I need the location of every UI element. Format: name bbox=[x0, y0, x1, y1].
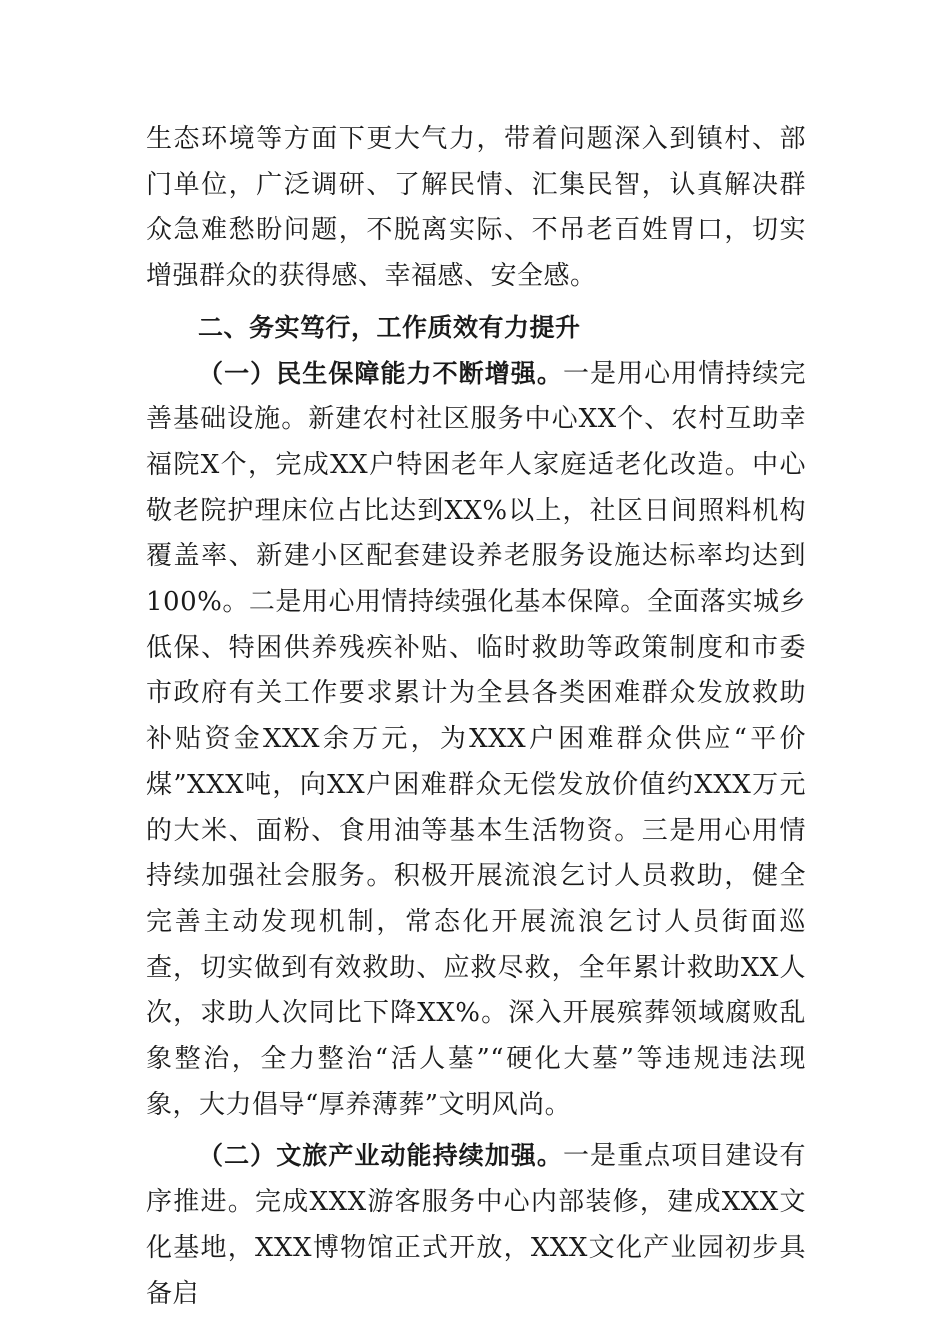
document-page bbox=[146, 117, 806, 1317]
paragraph-livelihood-body: 一是用心用情持续完善基础设施。新建农村社区服务中心XX个、农村互助幸福院X个，完成XX户特困老年人家庭适老化改造。中心敬老院护理床位占比达到XX%以上，社区日间照料机构覆盖率、新建小区配套建设养老服务设施达标率均达到100%。二是用心用情持续强化基本保障。全面落实城乡低保、特困供养残疾补贴、临时救助等政策制度和市委市政府有关工作要求累计为全县各类困难群众发放救助补贴资金XXX余万元，为XXX户困难群众供应“平价煤”XXX吨，向XX户困难群众无偿发放价值约XXX万元的大米、面粉、食用油等基本生活物资。三是用心用情持续加强社会服务。积极开展流浪乞讨人员救助，健全完善主动发现机制，常态化开展流浪乞讨人员街面巡查，切实做到有效救助、应救尽救，全年累计救助XX人次，求助人次同比下降XX%。深入开展殡葬领域腐败乱象整治，全力整治“活人墓”“硬化大墓”等违规违法现象，大力倡导“厚养薄葬”文明风尚。 bbox=[146, 358, 806, 1120]
paragraph-culture-tourism bbox=[146, 1133, 806, 1317]
paragraph-culture-tourism-body: 一是重点项目建设有序推进。完成XXX游客服务中心内部装修，建成XXX文化基地，XXX博物馆正式开放，XXX文化产业园初步具备启 bbox=[146, 1141, 806, 1309]
paragraph-environment: 生态环境等方面下更大气力，带着问题深入到镇村、部门单位，广泛调研、了解民情、汇集民智，认真解决群众急难愁盼问题，不脱离实际、不吊老百姓胃口，切实增强群众的获得感、幸福感、安全感。 bbox=[146, 124, 806, 292]
subsection-title-culture-tourism: （二）文旅产业动能持续加强。 bbox=[198, 1141, 563, 1171]
paragraph-livelihood bbox=[146, 351, 806, 1129]
section-heading: 二、务实笃行，工作质效有力提升 bbox=[198, 312, 581, 342]
subsection-title-livelihood: （一）民生保障能力不断增强。 bbox=[198, 358, 563, 388]
